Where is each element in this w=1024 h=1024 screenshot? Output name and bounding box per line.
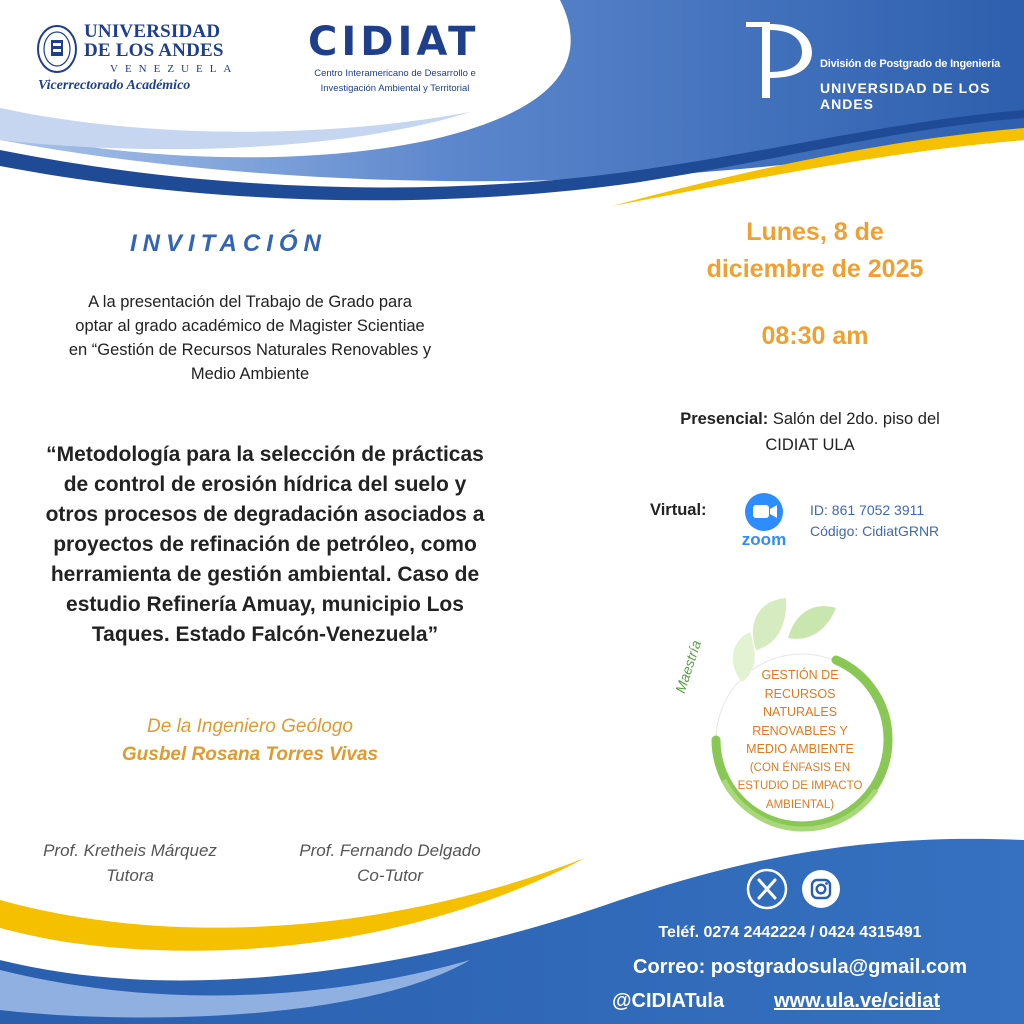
cidiat-subtitle: Centro Interamericano de Desarrollo e Investigación Ambiental y Territorial: [314, 68, 476, 94]
thesis-title: “Metodología para la selección de prácticas de control de erosión hídrica del suelo y otros procesos de degradación asociados a proyectos de refinación de petróleo, como herramienta de gestión ambiental. Caso de estudio Refinería Amuay, municipio Los Taques. Estado Falcón-Venezuela”: [45, 443, 485, 646]
badge-program-name: GESTIÓN DE RECURSOS NATURALES RENOVABLES Y MEDIO AMBIENTE (CON ÉNFASIS EN ESTUDIO DE IMPACTO AMBIENTAL): [737, 668, 863, 811]
intro-text: A la presentación del Trabajo de Grado para optar al grado académico de Magister Scientiae en “Gestión de Recursos Naturales Renovables y Medio Ambiente: [68, 293, 432, 383]
ula-office: Vicerrectorado Académico: [38, 78, 191, 93]
social-handle[interactable]: @CIDIATula: [612, 990, 725, 1012]
ula-seal-icon: [36, 24, 78, 74]
zoom-icon[interactable]: [735, 492, 793, 548]
postgrado-university: UNIVERSIDAD DE LOS ANDES: [820, 80, 991, 112]
postgrado-logo-icon: [742, 18, 814, 100]
event-date: Lunes, 8 de diciembre de 2025: [706, 218, 924, 283]
virtual-label: Virtual:: [650, 501, 707, 519]
event-time: 08:30 am: [761, 322, 869, 350]
website-link[interactable]: www.ula.ve/cidiat: [774, 990, 940, 1012]
author-name: Gusbel Rosana Torres Vivas: [121, 744, 379, 765]
instagram-icon[interactable]: [800, 868, 842, 910]
contact-phone: Teléf. 0274 2442224 / 0424 4315491: [658, 924, 922, 941]
author-label: De la Ingeniero Geólogo: [147, 716, 353, 737]
x-icon[interactable]: [746, 868, 788, 910]
presencial-location: Presencial: Salón del 2do. piso del CIDIAT ULA: [680, 410, 940, 454]
cotutor: Prof. Fernando Delgado Co-Tutor: [299, 841, 481, 885]
contact-email[interactable]: Correo: postgradosula@gmail.com: [633, 956, 967, 978]
tutor: Prof. Kretheis Márquez Tutora: [43, 841, 217, 885]
zoom-meeting-info: ID: 861 7052 3911 Código: CidiatGRNR: [810, 502, 940, 539]
ula-name: UNIVERSIDAD DE LOS ANDES: [84, 21, 224, 61]
maestria-label: Maestría: [672, 638, 705, 695]
invitation-heading: INVITACIÓN: [130, 230, 327, 257]
svg-text:zoom: zoom: [741, 530, 787, 548]
ula-country: VENEZUELA: [110, 63, 239, 75]
postgrado-division: División de Postgrado de Ingeniería: [820, 58, 1001, 70]
cidiat-logo: CIDIAT: [308, 19, 480, 65]
